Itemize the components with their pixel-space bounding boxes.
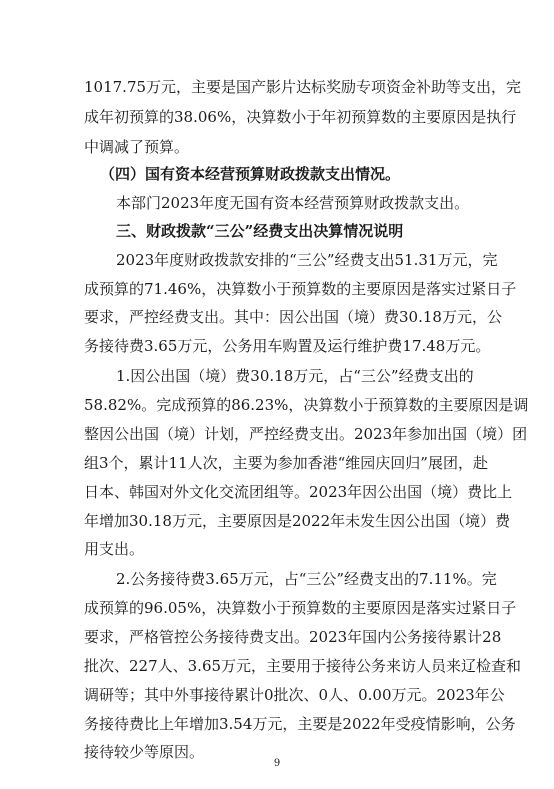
text-line: 批次、227人、3.65万元，主要用于接待公务来访人员来辽检查和 [84,657,522,675]
page-number: 9 [273,758,281,769]
text-line: 成年初预算的38.06%，决算数小于年初预算数的主要原因是执行 [84,108,517,126]
text-line: 1017.75万元，主要是国产影片达标奖励专项资金补助等支出，完 [84,78,522,96]
text-line: 要求，严格管控公务接待费支出。2023年国内公务接待累计28 [84,628,502,646]
text-line: 务接待费比上年增加3.54万元，主要是2022年受疫情影响，公务 [84,715,516,733]
text-line: 本部门2023年度无国有资本经营预算财政拨款支出。 [116,194,470,212]
text-line: 成预算的96.05%，决算数小于预算数的主要原因是落实过紧日子 [84,599,517,617]
text-line: 组3个，累计11人次，主要为参加香港“维园庆回归”展团，赴 [84,454,488,472]
text-line: 中调减了预算。 [84,138,190,156]
text-line: 1.因公出国（境）费30.18万元，占“三公”经费支出的 [116,367,474,385]
text-line: 调研等；其中外事接待累计0批次、0人、0.00万元。2023年公 [84,686,505,704]
section-heading-3: 三、财政拨款“三公”经费支出决算情况说明 [116,222,404,240]
text-line: 务接待费3.65万元，公务用车购置及运行维护费17.48万元。 [84,337,491,355]
text-line: 2023年度财政拨款安排的“三公”经费支出51.31万元，完 [116,251,498,269]
text-line: 58.82%。完成预算的86.23%，决算数小于预算数的主要原因是调 [84,396,529,414]
text-line: 接待较少等原因。 [84,743,205,761]
text-line: 年增加30.18万元，主要原因是2022年未发生因公出国（境）费 [84,512,511,530]
section-heading-4: （四）国有资本经营预算财政拨款支出情况。 [100,165,401,183]
text-line: 2.公务接待费3.65万元，占“三公”经费支出的7.11%。完 [116,570,497,588]
text-line: 要求，严控经费支出。其中：因公出国（境）费30.18万元，公 [84,308,502,326]
text-line: 整因公出国（境）计划，严控经费支出。2023年参加出国（境）团 [84,425,528,443]
text-line: 用支出。 [84,540,145,558]
text-line: 成预算的71.46%，决算数小于预算数的主要原因是落实过紧日子 [84,280,517,298]
text-line: 日本、韩国对外文化交流团组等。2023年因公出国（境）费比上 [84,483,513,501]
